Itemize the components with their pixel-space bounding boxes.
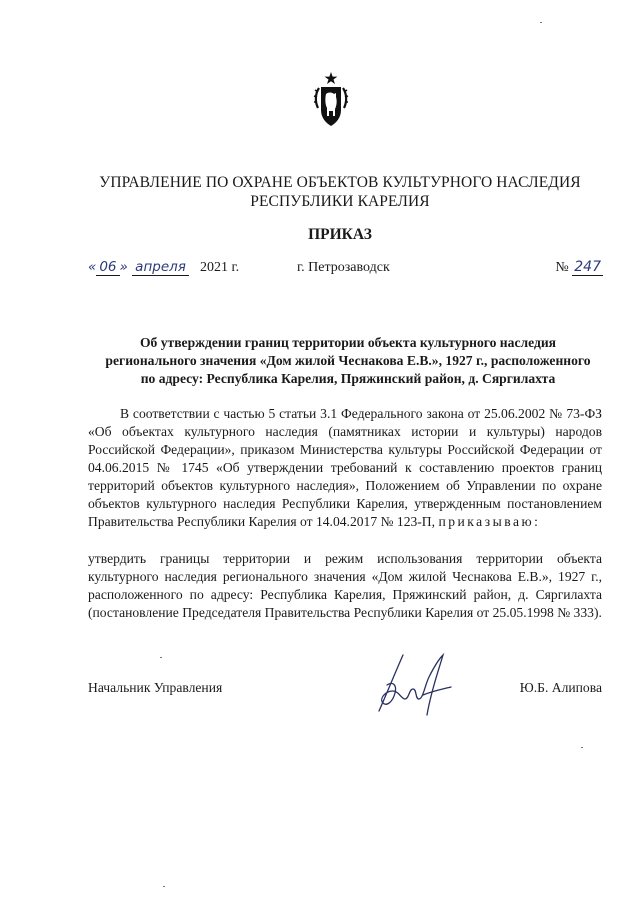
organization-title — [60, 173, 620, 211]
order-number — [555, 259, 603, 276]
order-subject — [88, 334, 608, 388]
order-city: г. Петрозаводск — [297, 260, 390, 275]
preamble-text: В соответствии с частью 5 статьи 3.1 Федерального закона от 25.06.2002 № 73-ФЗ «Об объектах культурного наследия (памятниках истории и культуры) народов Российской Федерации», приказом Министерства культуры Российской Федерации от 04.06.2015 № 1745 «Об утверждении требований к составлению проектов границ территорий объектов культурного наследия», Положением об Управлении по охране объектов культурного наследия Республики Карелия, утвержденным постановлением Правительства Республики Карелия от 14.04.2017 № 123-П, — [88, 406, 602, 529]
order-date-handwritten — [88, 259, 189, 276]
handwritten-signature — [365, 645, 475, 725]
scan-speck — [581, 747, 583, 748]
karelia-coat-of-arms-icon — [313, 72, 349, 130]
order-month: апреля — [132, 259, 189, 276]
organization-title-line-1: УПРАВЛЕНИЕ ПО ОХРАНЕ ОБЪЕКТОВ КУЛЬТУРНОГО НАСЛЕДИЯ — [99, 174, 581, 191]
decision-paragraph: утвердить границы территории и режим использования территории объекта культурного наследия регионального значения «Дом жилой Чеснакова Е.В.», 1927 г., расположенного по адресу: Республика Карелия, Пряжинский район, д. Сяргилахта (постановление Председателя Правительства Республики Карелия от 25.05.1998 № 333). — [88, 551, 602, 620]
order-subject-line-2: регионального значения «Дом жилой Чеснакова Е.В.», 1927 г., расположенного — [105, 353, 591, 368]
document-type: ПРИКАЗ — [308, 226, 372, 243]
signatory-position: Начальник Управления — [88, 680, 223, 695]
order-number-value: 247 — [574, 259, 601, 275]
order-year: 2021 г. — [200, 260, 240, 275]
scan-speck — [163, 886, 165, 887]
date-line — [88, 259, 603, 281]
order-subject-line-3: по адресу: Республика Карелия, Пряжинский район, д. Сяргилахта — [140, 371, 556, 386]
signatory-name: Ю.Б. Алипова — [519, 680, 602, 695]
organization-title-line-2: РЕСПУБЛИКИ КАРЕЛИЯ — [250, 193, 430, 210]
preamble-paragraph — [88, 405, 602, 531]
scan-speck — [160, 657, 162, 658]
order-subject-line-1: Об утверждении границ территории объекта культурного наследия — [139, 335, 557, 350]
scan-speck — [540, 22, 542, 23]
order-number-label: № — [555, 260, 569, 275]
quote-open: « — [88, 259, 97, 275]
order-verb: приказываю: — [438, 514, 541, 529]
quote-close: » — [119, 259, 128, 275]
order-day: 06 — [96, 259, 119, 276]
